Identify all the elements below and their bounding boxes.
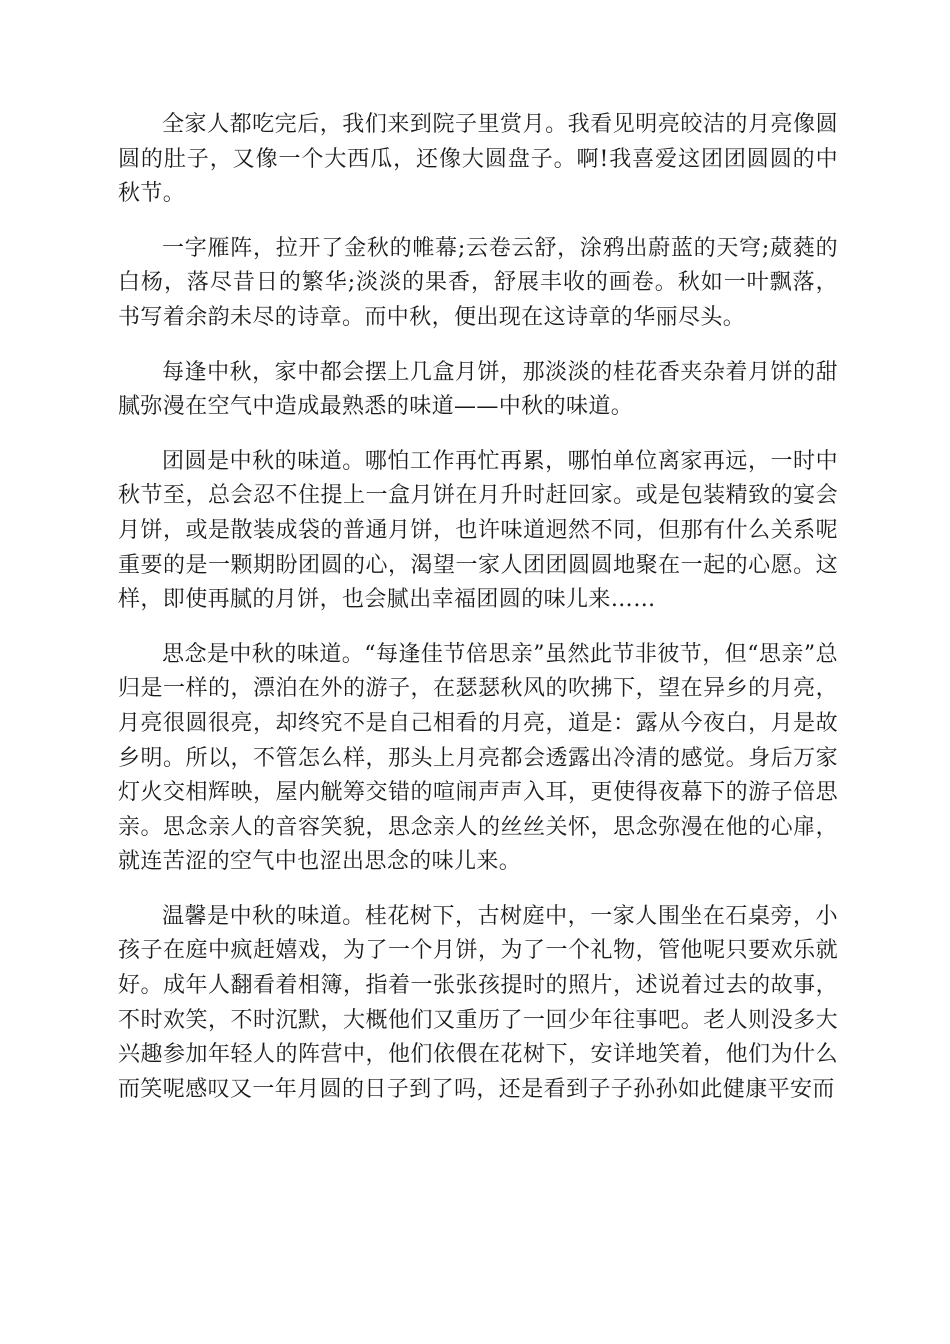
paragraph: 思念是中秋的味道。“每逢佳节倍思亲”虽然此节非彼节，但“思亲”总归是一样的，漂泊在外的游子，在瑟瑟秋风的吹拂下，望在异乡的月亮，月亮很圆很亮，却终究不是自己相看的月亮，道是：露从今夜白，月是故乡明。所以，不管怎么样，那头上月亮都会透露出冷清的感觉。身后万家灯火交相辉映，屋内觥筹交错的喧闹声声入耳，更使得夜幕下的游子倍思亲。思念亲人的音容笑貌，思念亲人的丝丝关怀，思念弥漫在他的心扉，就连苦涩的空气中也涩出思念的味儿来。: [118, 641, 838, 875]
paragraph: 温馨是中秋的味道。桂花树下，古树庭中，一家人围坐在石桌旁，小孩子在庭中疯赶嬉戏，为了一个月饼，为了一个礼物，管他呢只要欢乐就好。成年人翻看着相簿，指着一张张孩提时的照片，述说着过去的故事，不时欢笑，不时沉默，大概他们又重历了一回少年往事吧。老人则没多大兴趣参加年轻人的阵营中，他们依偎在花树下，安详地笑着，他们为什么而笑呢感叹又一年月圆的日子到了吗，还是看到子子孙孙如此健康平安而: [118, 903, 838, 1102]
paragraph: 一字雁阵，拉开了金秋的帷幕;云卷云舒，涂鸦出蔚蓝的天穹;葳蕤的白杨，落尽昔日的繁华;淡淡的果香，舒展丰收的画卷。秋如一叶飘落，书写着余韵未尽的诗章。而中秋，便出现在这诗章的华丽尽头。: [118, 235, 838, 330]
paragraph: 每逢中秋，家中都会摆上几盒月饼，那淡淡的桂花香夹杂着月饼的甜腻弥漫在空气中造成最熟悉的味道——中秋的味道。: [118, 359, 838, 420]
paragraph: 全家人都吃完后，我们来到院子里赏月。我看见明亮皎洁的月亮像圆圆的肚子，又像一个大西瓜，还像大圆盘子。啊!我喜爱这团团圆圆的中秋节。: [118, 112, 838, 207]
document-body: [118, 108, 838, 1127]
paragraph: 团圆是中秋的味道。哪怕工作再忙再累，哪怕单位离家再远，一时中秋节至，总会忍不住提上一盒月饼在月升时赶回家。或是包装精致的宴会月饼，或是散装成袋的普通月饼，也许味道迥然不同，但那有什么关系呢重要的是一颗期盼团圆的心，渴望一家人团团圆圆地聚在一起的心愿。这样，即使再腻的月饼，也会腻出幸福团圆的味儿来……: [118, 448, 838, 613]
